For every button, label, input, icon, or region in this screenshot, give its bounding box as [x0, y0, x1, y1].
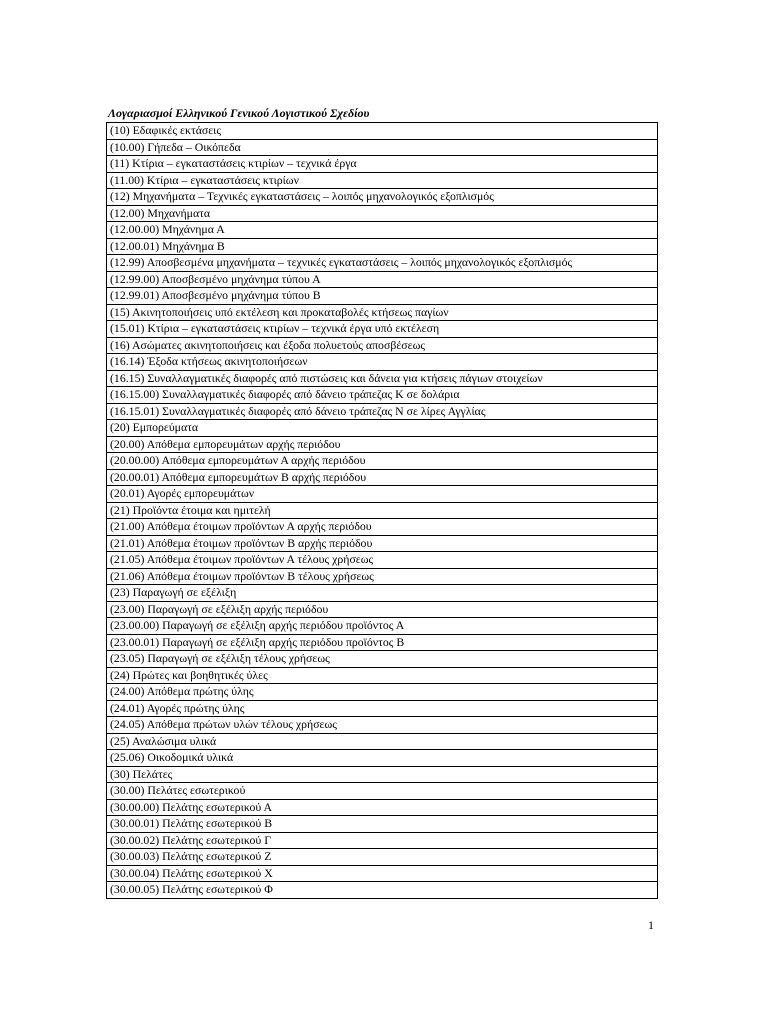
table-row [107, 337, 658, 354]
account-cell: (20.00.00) Απόθεμα εμπορευμάτων Α αρχής περιόδου [107, 453, 658, 470]
table-row [107, 667, 658, 684]
account-cell: (21.05) Απόθεμα έτοιμων προϊόντων Α τέλους χρήσεως [107, 552, 658, 569]
table-row [107, 403, 658, 420]
table-row [107, 585, 658, 602]
account-cell: (24) Πρώτες και βοηθητικές ύλες [107, 667, 658, 684]
table-row [107, 684, 658, 701]
account-cell: (20.01) Αγορές εμπορευμάτων [107, 486, 658, 503]
account-cell: (30.00.03) Πελάτης εσωτερικού Ζ [107, 849, 658, 866]
table-row [107, 436, 658, 453]
account-cell: (30.00.01) Πελάτης εσωτερικού Β [107, 816, 658, 833]
account-cell: (23) Παραγωγή σε εξέλιξη [107, 585, 658, 602]
table-row [107, 189, 658, 206]
account-cell: (12.00.00) Μηχάνημα Α [107, 222, 658, 239]
table-row [107, 139, 658, 156]
account-cell: (12.00) Μηχανήματα [107, 205, 658, 222]
account-cell: (23.05) Παραγωγή σε εξέλιξη τέλους χρήσεως [107, 651, 658, 668]
account-cell: (24.01) Αγορές πρώτης ύλης [107, 700, 658, 717]
table-row [107, 552, 658, 569]
account-cell: (12) Μηχανήματα – Τεχνικές εγκαταστάσεις – λοιπός μηχανολογικός εξοπλισμός [107, 189, 658, 206]
account-cell: (11) Κτίρια – εγκαταστάσεις κτιρίων – τεχνικά έργα [107, 156, 658, 173]
table-row [107, 717, 658, 734]
account-cell: (15.01) Κτίρια – εγκαταστάσεις κτιρίων – τεχνικά έργα υπό εκτέλεση [107, 321, 658, 338]
table-row [107, 651, 658, 668]
account-cell: (11.00) Κτίρια – εγκαταστάσεις κτιρίων [107, 172, 658, 189]
table-row [107, 172, 658, 189]
page-number: 1 [648, 918, 654, 932]
table-row [107, 156, 658, 173]
accounts-table-body [107, 123, 658, 899]
table-row [107, 816, 658, 833]
table-row [107, 733, 658, 750]
table-row [107, 321, 658, 338]
table-row [107, 486, 658, 503]
account-cell: (16.15.00) Συναλλαγματικές διαφορές από δάνειο τράπεζας Κ σε δολάρια [107, 387, 658, 404]
account-cell: (23.00.00) Παραγωγή σε εξέλιξη αρχής περιόδου προϊόντος Α [107, 618, 658, 635]
account-cell: (12.99) Αποσβεσμένα μηχανήματα – τεχνικές εγκαταστάσεις – λοιπός μηχανολογικός εξοπλισμός [107, 255, 658, 272]
account-cell: (16.15.01) Συναλλαγματικές διαφορές από δάνειο τράπεζας Ν σε λίρες Αγγλίας [107, 403, 658, 420]
table-row [107, 502, 658, 519]
account-cell: (24.05) Απόθεμα πρώτων υλών τέλους χρήσεως [107, 717, 658, 734]
table-row [107, 700, 658, 717]
table-row [107, 799, 658, 816]
account-cell: (16) Ασώματες ακινητοποιήσεις και έξοδα πολυετούς αποσβέσεως [107, 337, 658, 354]
account-cell: (20.00.01) Απόθεμα εμπορευμάτων Β αρχής περιόδου [107, 469, 658, 486]
accounts-table [106, 122, 658, 899]
account-cell: (30.00.04) Πελάτης εσωτερικού Χ [107, 865, 658, 882]
table-row [107, 354, 658, 371]
table-row [107, 832, 658, 849]
table-row [107, 618, 658, 635]
table-row [107, 750, 658, 767]
table-row [107, 783, 658, 800]
table-row [107, 634, 658, 651]
account-cell: (30.00.05) Πελάτης εσωτερικού Φ [107, 882, 658, 899]
account-cell: (30) Πελάτες [107, 766, 658, 783]
table-row [107, 271, 658, 288]
table-row [107, 255, 658, 272]
account-cell: (16.15) Συναλλαγματικές διαφορές από πιστώσεις και δάνεια για κτήσεις πάγιων στοιχείων [107, 370, 658, 387]
account-cell: (21.06) Απόθεμα έτοιμων προϊόντων Β τέλους χρήσεως [107, 568, 658, 585]
table-row [107, 304, 658, 321]
table-row [107, 535, 658, 552]
account-cell: (16.14) Έξοδα κτήσεως ακινητοποιήσεων [107, 354, 658, 371]
account-cell: (10) Εδαφικές εκτάσεις [107, 123, 658, 140]
account-cell: (23.00) Παραγωγή σε εξέλιξη αρχής περιόδου [107, 601, 658, 618]
account-cell: (21.01) Απόθεμα έτοιμων προϊόντων Β αρχής περιόδου [107, 535, 658, 552]
table-row [107, 882, 658, 899]
account-cell: (30.00.02) Πελάτης εσωτερικού Γ [107, 832, 658, 849]
account-cell: (30.00) Πελάτες εσωτερικού [107, 783, 658, 800]
account-cell: (25) Αναλώσιμα υλικά [107, 733, 658, 750]
account-cell: (25.06) Οικοδομικά υλικά [107, 750, 658, 767]
account-cell: (12.99.01) Αποσβεσμένο μηχάνημα τύπου Β [107, 288, 658, 305]
table-row [107, 453, 658, 470]
account-cell: (24.00) Απόθεμα πρώτης ύλης [107, 684, 658, 701]
table-row [107, 222, 658, 239]
table-row [107, 519, 658, 536]
account-cell: (21) Προϊόντα έτοιμα και ημιτελή [107, 502, 658, 519]
table-row [107, 766, 658, 783]
account-cell: (21.00) Απόθεμα έτοιμων προϊόντων Α αρχής περιόδου [107, 519, 658, 536]
table-row [107, 420, 658, 437]
table-row [107, 469, 658, 486]
document-title: Λογαριασμοί Ελληνικού Γενικού Λογιστικού Σχεδίου [108, 106, 370, 120]
account-cell: (23.00.01) Παραγωγή σε εξέλιξη αρχής περιόδου προϊόντος Β [107, 634, 658, 651]
table-row [107, 865, 658, 882]
table-row [107, 849, 658, 866]
table-row [107, 205, 658, 222]
account-cell: (10.00) Γήπεδα – Οικόπεδα [107, 139, 658, 156]
table-row [107, 123, 658, 140]
account-cell: (20) Εμπορεύματα [107, 420, 658, 437]
table-row [107, 568, 658, 585]
account-cell: (12.00.01) Μηχάνημα Β [107, 238, 658, 255]
table-row [107, 238, 658, 255]
table-row [107, 601, 658, 618]
account-cell: (30.00.00) Πελάτης εσωτερικού Α [107, 799, 658, 816]
account-cell: (12.99.00) Αποσβεσμένο μηχάνημα τύπου Α [107, 271, 658, 288]
account-cell: (15) Ακινητοποιήσεις υπό εκτέλεση και προκαταβολές κτήσεως παγίων [107, 304, 658, 321]
table-row [107, 387, 658, 404]
account-cell: (20.00) Απόθεμα εμπορευμάτων αρχής περιόδου [107, 436, 658, 453]
table-row [107, 370, 658, 387]
table-row [107, 288, 658, 305]
